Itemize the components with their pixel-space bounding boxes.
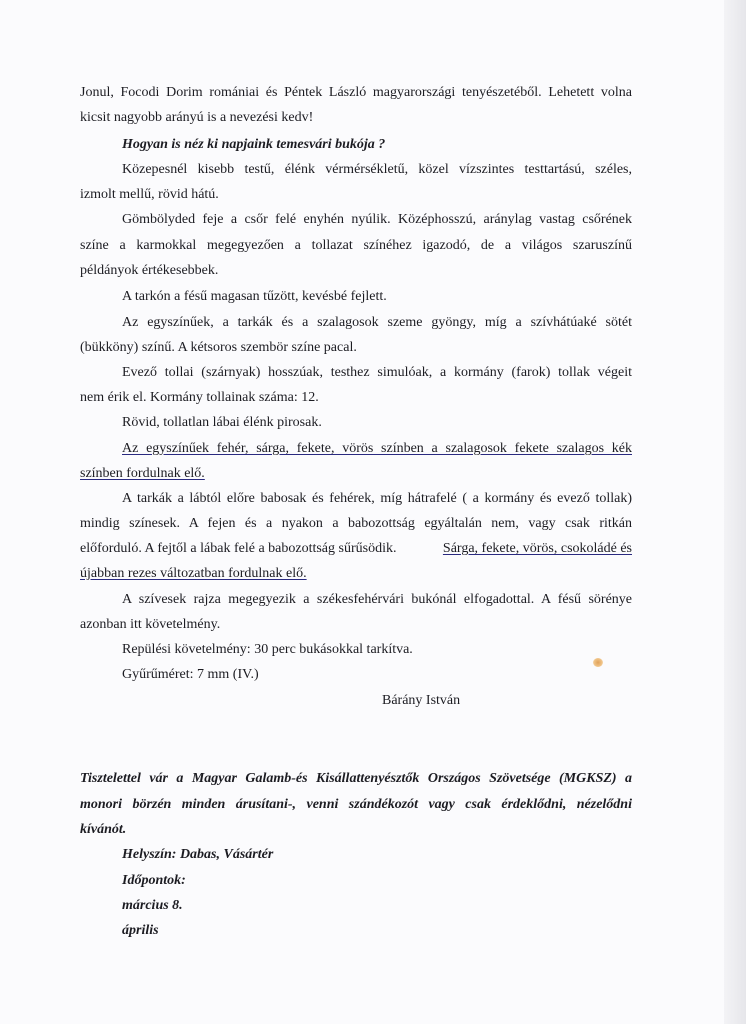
paragraph-line: Gömbölyded feje a csőr felé enyhén nyúlik. Középhosszú, aránylag vastag csőrének [122, 212, 632, 227]
paragraph-line: kicsit nagyobb arányú is a nevezési kedv! [80, 110, 314, 125]
paragraph-line: azonban itt követelmény. [80, 617, 221, 632]
paragraph-line: A szívesek rajza megegyezik a székesfehérvári bukónál elfogadottal. A fésű sörénye [122, 592, 632, 607]
paragraph-line: Gyűrűméret: 7 mm (IV.) [122, 667, 259, 682]
underlined-line: Az egyszínűek fehér, sárga, fekete, vörös színben a szalagosok fekete szalagos kék [122, 441, 632, 456]
notice-line: kívánót. [80, 822, 127, 837]
paragraph-line: nem érik el. Kormány tollainak száma: 12. [80, 390, 319, 405]
paragraph-line: Evező tollai (szárnyak) hosszúak, testhez simulóak, a kormány (farok) tollak végeit [122, 365, 632, 380]
underlined-line: újabban rezes változatban fordulnak elő. [80, 566, 307, 581]
notice-line: monori börzén minden árusítani-, venni szándékozót vagy csak érdeklődni, nézelődni [80, 797, 632, 812]
notice-dates-heading: Időpontok: [122, 873, 186, 888]
notice-date: március 8. [122, 898, 183, 913]
paragraph-line: (bükköny) színű. A kétsoros szembör színe pacal. [80, 340, 357, 355]
page-edge [724, 0, 746, 1024]
stain-mark [593, 658, 603, 667]
paragraph-line: Közepesnél kisebb testű, élénk vérmérsékletű, közel vízszintes testtartású, széles, [122, 162, 632, 177]
notice-date: április [122, 923, 159, 938]
paragraph-line: A tarkón a fésű magasan tűzött, kevésbé fejlett. [122, 289, 387, 304]
paragraph-line: Jonul, Focodi Dorim romániai és Péntek László magyarországi tenyészetéből. Lehetett volna [80, 85, 632, 100]
paragraph-line: Az egyszínűek, a tarkák és a szalagosok szeme gyöngy, míg a szívhátúaké sötét [122, 315, 632, 330]
paragraph-line [80, 540, 632, 558]
paragraph-line: A tarkák a lábtól előre babosak és fehérek, míg hátrafelé ( a kormány és evező tollak) [122, 491, 632, 506]
section-heading: Hogyan is néz ki napjaink temesvári bukója ? [122, 137, 386, 152]
paragraph-line: izmolt mellű, rövid hátú. [80, 187, 219, 202]
paragraph-line: színe a karmokkal megegyezően a tollazat színéhez igazodó, de a világos szaruszínű [80, 238, 632, 253]
paragraph-line: példányok értékesebbek. [80, 263, 219, 278]
underlined-text: Sárga, fekete, vörös, csokoládé és [442, 541, 632, 556]
paragraph-text: előforduló. A fejtől a lábak felé a babozottság sűrűsödik. [80, 541, 397, 556]
underlined-line: színben fordulnak elő. [80, 466, 205, 481]
paragraph-line: mindig színesek. A fejen és a nyakon a babozottság egyáltalán nem, vagy csak ritkán [80, 516, 632, 531]
paragraph-line: Repülési követelmény: 30 perc bukásokkal tarkítva. [122, 642, 413, 657]
notice-location: Helyszín: Dabas, Vásártér [122, 847, 274, 862]
notice-line: Tisztelettel vár a Magyar Galamb-és Kisállattenyésztők Országos Szövetsége (MGKSZ) a [80, 771, 632, 786]
paragraph-line: Rövid, tollatlan lábai élénk pirosak. [122, 415, 322, 430]
author-signature: Bárány István [382, 693, 461, 708]
